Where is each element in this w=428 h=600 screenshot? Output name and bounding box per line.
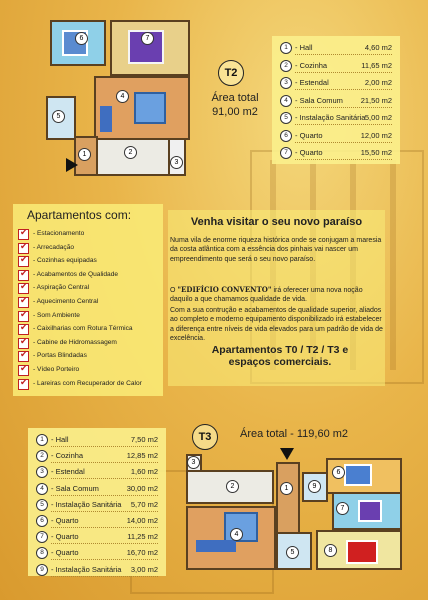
promo-heading: Venha visitar o seu novo paraíso	[190, 216, 363, 228]
room-number-marker: 8	[36, 547, 48, 559]
t2-legend-row	[272, 58, 400, 74]
checkbox-check-icon	[18, 283, 29, 294]
row-divider	[51, 511, 158, 512]
room-name: - Quarto	[51, 548, 79, 558]
room-area: 12,00 m2	[360, 130, 392, 140]
checkbox-check-icon	[18, 270, 29, 281]
amenity-label: - Cozinhas equipadas	[33, 257, 97, 265]
amenity-label: - Arrecadação	[33, 243, 75, 251]
sofa-icon	[196, 540, 236, 552]
t3-plan-marker: 4	[230, 528, 243, 541]
room-area: 15,50 m2	[360, 148, 392, 157]
t3-floor-plan	[186, 452, 400, 570]
t2-plan-marker: 1	[78, 148, 91, 161]
room-name: - Sala Comum	[295, 95, 343, 105]
t2-legend-row	[272, 40, 400, 56]
room-area: 3,00 m2	[130, 564, 158, 574]
room-name: - Hall	[295, 43, 313, 52]
checkbox-check-icon	[18, 243, 29, 254]
t2-area-value: 91,00 m2	[212, 106, 258, 118]
room-number-marker: 5	[280, 112, 292, 124]
t3-plan-marker: 8	[324, 544, 337, 557]
row-divider	[51, 462, 158, 463]
entrance-arrow-icon	[66, 158, 78, 172]
row-divider	[51, 446, 158, 447]
t3-room-legend	[28, 428, 166, 576]
promo-brand-name: "EDIFÍCIO CONVENTO"	[177, 285, 272, 294]
t2-legend-row	[272, 110, 400, 126]
room-number-marker: 2	[36, 450, 48, 462]
t2-area-label: Área total	[211, 92, 259, 104]
room-number-marker: 3	[36, 466, 48, 478]
promo-p2-pre: O	[170, 287, 178, 294]
room-name: - Instalação Sanitária	[295, 113, 366, 122]
room-number-marker: 6	[36, 515, 48, 527]
room-number-marker: 4	[36, 483, 48, 495]
room-name: - Cozinha	[51, 451, 84, 461]
row-divider	[51, 543, 158, 544]
t3-legend-row	[28, 448, 166, 464]
sofa-icon	[100, 106, 112, 132]
checkbox-check-icon	[18, 351, 29, 362]
room-area: 2,00 m2	[364, 78, 392, 87]
background-column	[390, 160, 396, 370]
t3-badge: T3	[192, 424, 218, 450]
t3-legend-row	[28, 562, 166, 578]
t3-legend-row	[28, 513, 166, 529]
t2-plan-marker: 4	[116, 90, 129, 103]
t3-legend-row	[28, 432, 166, 448]
room-area: 1,60 m2	[130, 467, 158, 477]
amenity-label: - Cabine de Hidromassagem	[33, 338, 117, 346]
room-name: - Hall	[51, 435, 69, 444]
t3-plan-marker: 3	[187, 456, 200, 469]
checkbox-check-icon	[18, 256, 29, 267]
room-number-marker: 9	[36, 564, 48, 576]
row-divider	[295, 72, 392, 73]
room-area: 4,60 m2	[364, 43, 392, 52]
room-name: - Quarto	[295, 148, 323, 157]
room-area: 7,50 m2	[130, 435, 158, 444]
t3-plan-marker: 2	[226, 480, 239, 493]
table-icon	[134, 92, 166, 124]
room-number-marker: 4	[280, 95, 292, 107]
t2-floor-plan	[38, 18, 188, 176]
room-area: 12,85 m2	[126, 451, 158, 461]
room-number-marker: 5	[36, 499, 48, 511]
row-divider	[51, 559, 158, 560]
room-area: 21,50 m2	[360, 95, 392, 105]
amenities-panel	[13, 204, 163, 396]
room-area: 30,00 m2	[126, 483, 158, 493]
room-name: - Estendal	[51, 467, 85, 477]
amenity-label: - Aspiração Central	[33, 284, 90, 292]
room-number-marker: 3	[280, 77, 292, 89]
row-divider	[295, 54, 392, 55]
t2-plan-marker: 6	[75, 32, 88, 45]
t2-legend-row	[272, 75, 400, 91]
amenities-heading: Apartamentos com:	[27, 208, 132, 222]
t2-plan-marker: 7	[141, 32, 154, 45]
amenity-label: - Estacionamento	[33, 230, 85, 237]
room-number-marker: 1	[280, 42, 292, 54]
promo-tagline: Apartamentos T0 / T2 / T3 e espaços comerciais.	[211, 344, 349, 368]
room-number-marker: 7	[36, 531, 48, 543]
room-area: 14,00 m2	[126, 516, 158, 525]
room-area: 5,00 m2	[364, 113, 392, 122]
checkbox-check-icon	[18, 297, 29, 308]
t2-legend-row	[272, 145, 400, 161]
amenity-label: - Portas Blindadas	[33, 352, 87, 360]
row-divider	[51, 576, 158, 577]
bed-icon	[344, 464, 372, 486]
t3-area-label: Área total - 119,60 m2	[240, 428, 349, 440]
promo-paragraph-3: Com a sua contrução e acabamentos de qualidade superior, aliados ao completo e moderno equipamento disponibilizado irá estabelecer a diferença entre níveis de vida elevados para um padrão de vida de excelência.	[170, 307, 383, 343]
t2-room-legend	[272, 36, 400, 164]
t3-legend-row	[28, 529, 166, 545]
entrance-arrow-icon	[280, 448, 294, 460]
room-name: - Quarto	[51, 516, 79, 525]
checkbox-check-icon	[18, 379, 29, 390]
room-number-marker: 2	[280, 60, 292, 72]
t2-legend-row	[272, 93, 400, 109]
t2-plan-marker: 2	[124, 146, 137, 159]
t3-plan-marker: 9	[308, 480, 321, 493]
t3-plan-marker: 7	[336, 502, 349, 515]
amenity-label: - Lareiras com Recuperador de Calor	[33, 379, 142, 387]
t2-legend-row	[272, 128, 400, 144]
t2-plan-marker: 5	[52, 110, 65, 123]
room-area: 16,70 m2	[126, 548, 158, 558]
amenity-label: - Aquecimento Central	[33, 298, 99, 305]
bed-icon	[358, 500, 382, 522]
row-divider	[295, 142, 392, 143]
row-divider	[51, 527, 158, 528]
room-name: - Cozinha	[295, 60, 328, 70]
amenity-label: - Acabamentos de Qualidade	[33, 270, 119, 278]
amenity-label: - Caixilharias com Rotura Térmica	[33, 325, 133, 333]
row-divider	[295, 159, 392, 160]
t2-badge: T2	[218, 60, 244, 86]
bed-icon	[346, 540, 378, 564]
t3-plan-marker: 6	[332, 466, 345, 479]
room-name: - Instalação Sanitária	[51, 564, 122, 574]
row-divider	[295, 89, 392, 90]
row-divider	[51, 495, 158, 496]
amenity-label: - Vídeo Porteiro	[33, 366, 80, 373]
room-area: 11,65 m2	[361, 60, 392, 70]
t3-legend-row	[28, 464, 166, 480]
room-number-marker: 7	[280, 147, 292, 159]
checkbox-check-icon	[18, 338, 29, 349]
row-divider	[295, 124, 392, 125]
room-area: 11,25 m2	[127, 532, 158, 542]
checkbox-check-icon	[18, 229, 29, 240]
checkbox-check-icon	[18, 324, 29, 335]
room-name: - Instalação Sanitária	[51, 499, 122, 509]
checkbox-check-icon	[18, 365, 29, 376]
t3-legend-row	[28, 545, 166, 561]
amenity-label: - Som Ambiente	[33, 311, 80, 319]
t3-plan-marker: 5	[286, 546, 299, 559]
row-divider	[295, 107, 392, 108]
t3-legend-row	[28, 481, 166, 497]
room-name: - Sala Comum	[51, 483, 99, 493]
promo-p2-post: irá oferecer uma nova noção daquilo a que chamamos qualidade de vida.	[170, 287, 363, 304]
t2-plan-marker: 3	[170, 156, 183, 169]
room-name: - Estendal	[295, 78, 329, 87]
checkbox-check-icon	[18, 311, 29, 322]
room-number-marker: 1	[36, 434, 48, 446]
room-name: - Quarto	[295, 130, 323, 140]
room-name: - Quarto	[51, 532, 79, 542]
room-area: 5,70 m2	[130, 499, 158, 509]
room-number-marker: 6	[280, 130, 292, 142]
promo-paragraph-2	[170, 285, 384, 305]
row-divider	[51, 478, 158, 479]
t3-plan-marker: 1	[280, 482, 293, 495]
promo-paragraph-1: Numa vila de enorme riqueza histórica onde se conjugam a maresia da costa atlântica com a essência dos pinhais vai nascer um empreendimento que será o seu novo paraíso.	[170, 237, 382, 263]
t3-legend-row	[28, 497, 166, 513]
